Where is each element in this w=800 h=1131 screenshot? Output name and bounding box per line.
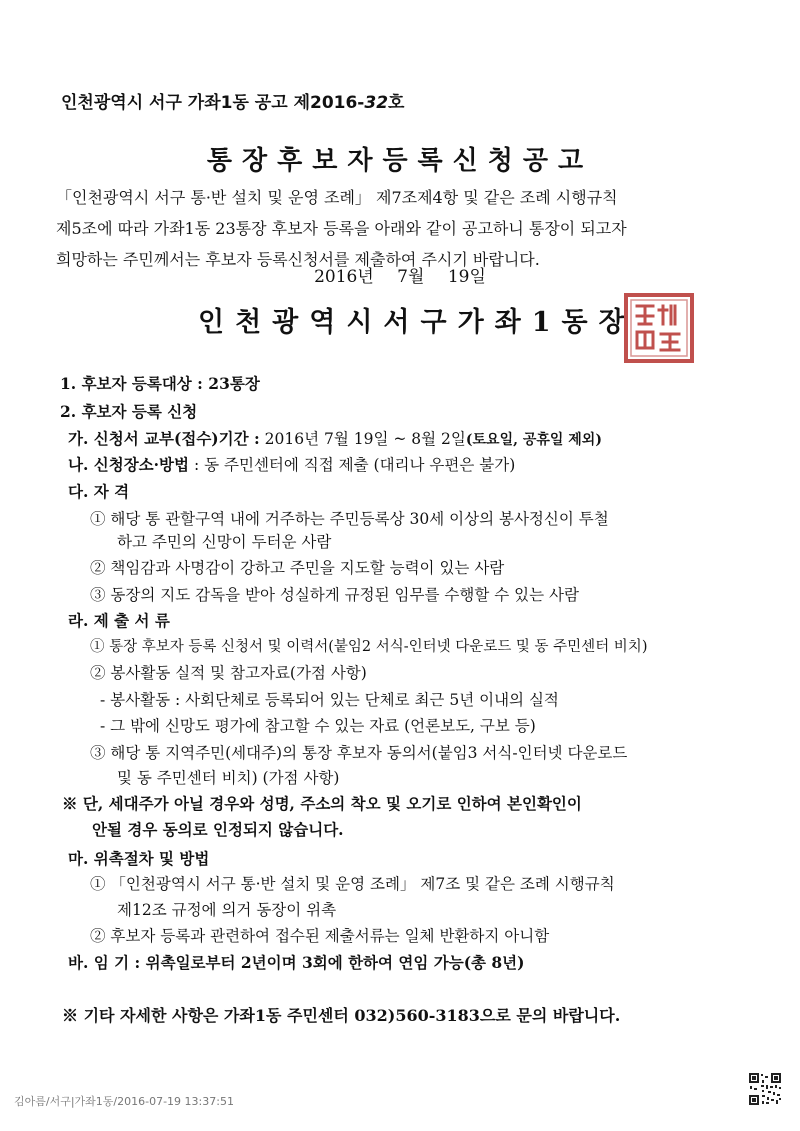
section-2-heading: 2. 후보자 등록 신청 (60, 402, 198, 421)
item-na-label: 나. 신청장소·방법 (68, 455, 190, 474)
item-na-value: : 동 주민센터에 직접 제출 (대리나 우편은 불가) (189, 456, 516, 474)
item-ga-note: (토요일, 공휴일 제외) (465, 432, 602, 448)
document-2-sub-b: - 그 밖에 신망도 평가에 참고할 수 있는 자료 (언론보도, 구보 등) (100, 717, 536, 735)
issuer-name: 인천광역시서구가좌1동장 (198, 307, 636, 338)
notice-date: 2016년 7월 19일 (314, 267, 486, 287)
procedure-1-line-2: 제12조 규정에 의거 동장이 위촉 (117, 901, 337, 919)
qualification-3: ③ 동장의 지도 감독을 받아 성실하게 규정된 임무를 수행할 수 있는 사람 (90, 586, 579, 604)
item-ba-term: 바. 임 기 : 위촉일로부터 2년이며 3회에 한하여 연임 가능(총 8년) (68, 953, 525, 972)
item-ra-heading: 라. 제 출 서 류 (68, 611, 170, 630)
notice-number-line (61, 88, 404, 113)
official-seal-icon (623, 292, 695, 364)
qr-code-icon (748, 1072, 782, 1106)
item-ga-period (68, 429, 602, 450)
qualification-1-line-1: ① 해당 통 관할구역 내에 거주하는 주민등록상 30세 이상의 봉사정신이 투철 (90, 510, 609, 528)
item-na-place (68, 455, 515, 475)
procedure-2: ② 후보자 등록과 관련하여 접수된 제출서류는 일체 반환하지 아니함 (90, 927, 550, 945)
document-2-sub-a: - 봉사활동 : 사회단체로 등록되어 있는 단체로 최근 5년 이내의 실적 (100, 691, 559, 709)
print-footer: 김아름/서구|가좌1동/2016-07-19 13:37:51 (14, 1095, 234, 1108)
document-3-line-1: ③ 해당 통 지역주민(세대주)의 통장 후보자 동의서(붙임3 서식-인터넷 다운로드 (90, 744, 628, 762)
qualification-2: ② 책임감과 사명감이 강하고 주민을 지도할 능력이 있는 사람 (90, 559, 505, 577)
intro-line-2: 제5조에 따라 가좌1동 23통장 후보자 등록을 아래와 같이 공고하니 통장이 되고자 (56, 219, 627, 238)
qualification-1-line-2: 하고 주민의 신망이 두터운 사람 (117, 533, 332, 551)
intro-line-3: 희망하는 주민께서는 후보자 등록신청서를 제출하여 주시기 바랍니다. (56, 250, 540, 269)
item-ga-label: 가. 신청서 교부(접수)기간 : (68, 429, 260, 448)
section-1-target: 1. 후보자 등록대상 : 23통장 (60, 374, 260, 393)
contact-note: ※ 기타 자세한 사항은 가좌1동 주민센터 032)560-3183으로 문의 바랍니다. (62, 1006, 621, 1025)
notice-suffix: 호 (388, 93, 405, 113)
item-ga-value: 2016년 7월 19일 ~ 8월 2일 (259, 430, 466, 448)
notice-prefix: 인천광역시 서구 가좌1동 공고 제2016- (61, 93, 365, 113)
consent-note-line-2: 안될 경우 동의로 인정되지 않습니다. (92, 820, 344, 839)
consent-note-line-1: ※ 단, 세대주가 아닐 경우와 성명, 주소의 착오 및 오기로 인하여 본인확인이 (62, 794, 582, 813)
document-title: 통장후보자등록신청공고 (206, 146, 594, 176)
handwritten-notice-number: 32 (364, 93, 389, 113)
document-2: ② 봉사활동 실적 및 참고자료(가점 사항) (90, 664, 367, 682)
document-1: ① 통장 후보자 등록 신청서 및 이력서(붙임2 서식-인터넷 다운로드 및 동 주민센터 비치) (90, 639, 648, 655)
item-ma-heading: 마. 위촉절차 및 방법 (68, 849, 210, 868)
intro-line-1: 「인천광역시 서구 통·반 설치 및 운영 조례」 제7조제4항 및 같은 조례 시행규칙 (56, 188, 618, 207)
document-3-line-2: 및 동 주민센터 비치) (가점 사항) (117, 769, 340, 787)
procedure-1-line-1: ① 「인천광역시 서구 통·반 설치 및 운영 조례」 제7조 및 같은 조례 시행규칙 (90, 875, 615, 893)
item-da-heading: 다. 자 격 (68, 482, 130, 501)
